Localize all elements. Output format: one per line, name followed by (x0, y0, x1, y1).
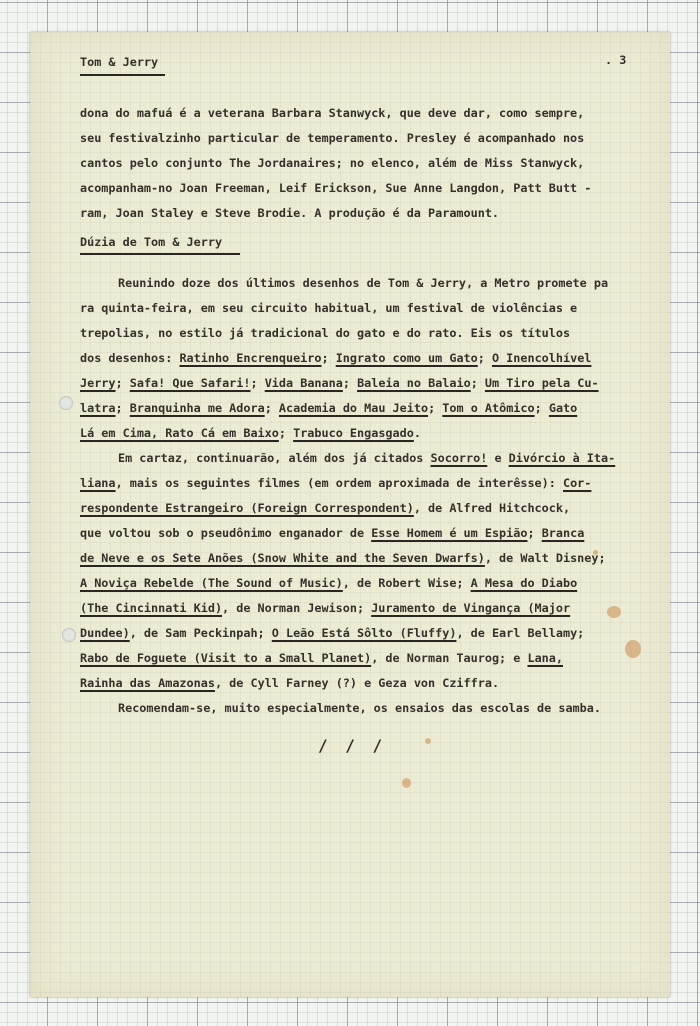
text-line: Reunindo doze dos últimos desenhos de Tom & Jerry, a Metro promete pa (118, 276, 609, 290)
header-title: Tom & Jerry (80, 55, 159, 69)
text-line: dona do mafuá é a veterana Barbara Stanwyck, que deve dar, como sempre, (80, 106, 585, 120)
text-line: Rainha das Amazonas, de Cyll Farney (?) e Geza von Cziffra. (80, 676, 500, 690)
text-line: ra quinta-feira, em seu circuito habitual, um festival de violências e (80, 301, 578, 315)
text-line: Rabo de Foguete (Visit to a Small Planet), de Norman Taurog; e Lana, (80, 651, 563, 665)
text-line: dos desenhos: Ratinho Encrenqueiro; Ingrato como um Gato; O Inencolhível (80, 351, 592, 365)
text-line: de Neve e os Sete Anões (Snow White and the Seven Dwarfs), de Walt Disney; (80, 551, 606, 565)
text-line: Recomendam-se, muito especialmente, os ensaios das escolas de samba. (118, 701, 601, 715)
text-line: Lá em Cima, Rato Cá em Baixo; Trabuco Engasgado. (80, 426, 421, 440)
end-mark: / / / (318, 736, 387, 755)
text-line: respondente Estrangeiro (Foreign Correspondent), de Alfred Hitchcock, (80, 501, 571, 515)
text-line: A Noviça Rebelde (The Sound of Music), de Robert Wise; A Mesa do Diabo (80, 576, 578, 590)
text-line: Jerry; Safa! Que Safari!; Vida Banana; Baleia no Balaio; Um Tiro pela Cu- (80, 376, 599, 390)
section-heading: Dúzia de Tom & Jerry (80, 235, 223, 249)
stain-2 (625, 640, 641, 658)
punch-hole-top (59, 396, 73, 410)
text-line: Dundee), de Sam Peckinpah; O Leão Está Sôlto (Fluffy), de Earl Bellamy; (80, 626, 585, 640)
text-line: acompanham-no Joan Freeman, Leif Erickson, Sue Anne Langdon, Patt Butt - (80, 181, 592, 195)
text-line: cantos pelo conjunto The Jordanaires; no elenco, além de Miss Stanwyck, (80, 156, 585, 170)
text-line: seu festivalzinho particular de temperamento. Presley é acompanhado nos (80, 131, 585, 145)
page-number: . 3 (605, 53, 627, 67)
header-rule (80, 74, 165, 76)
stain-1 (607, 606, 621, 618)
text-line: que voltou sob o pseudônimo enganador de Esse Homem é um Espião; Branca (80, 526, 585, 540)
text-line: latra; Branquinha me Adora; Academia do Mau Jeito; Tom o Atômico; Gato (80, 401, 578, 415)
punch-hole-bottom (62, 628, 76, 642)
text-line: trepolias, no estilo já tradicional do gato e do rato. Eis os títulos (80, 326, 571, 340)
text-line: Em cartaz, continuarão, além dos já citados Socorro! e Divórcio à Ita- (118, 451, 616, 465)
heading-rule (80, 253, 240, 255)
stain-3 (402, 778, 411, 788)
text-line: (The Cincinnati Kid), de Norman Jewison; Juramento de Vingança (Major (80, 601, 571, 615)
stain-4 (425, 738, 431, 744)
text-line: ram, Joan Staley e Steve Brodie. A produção é da Paramount. (80, 206, 500, 220)
text-line: liana, mais os seguintes filmes (em ordem aproximada de interêsse): Cor- (80, 476, 592, 490)
